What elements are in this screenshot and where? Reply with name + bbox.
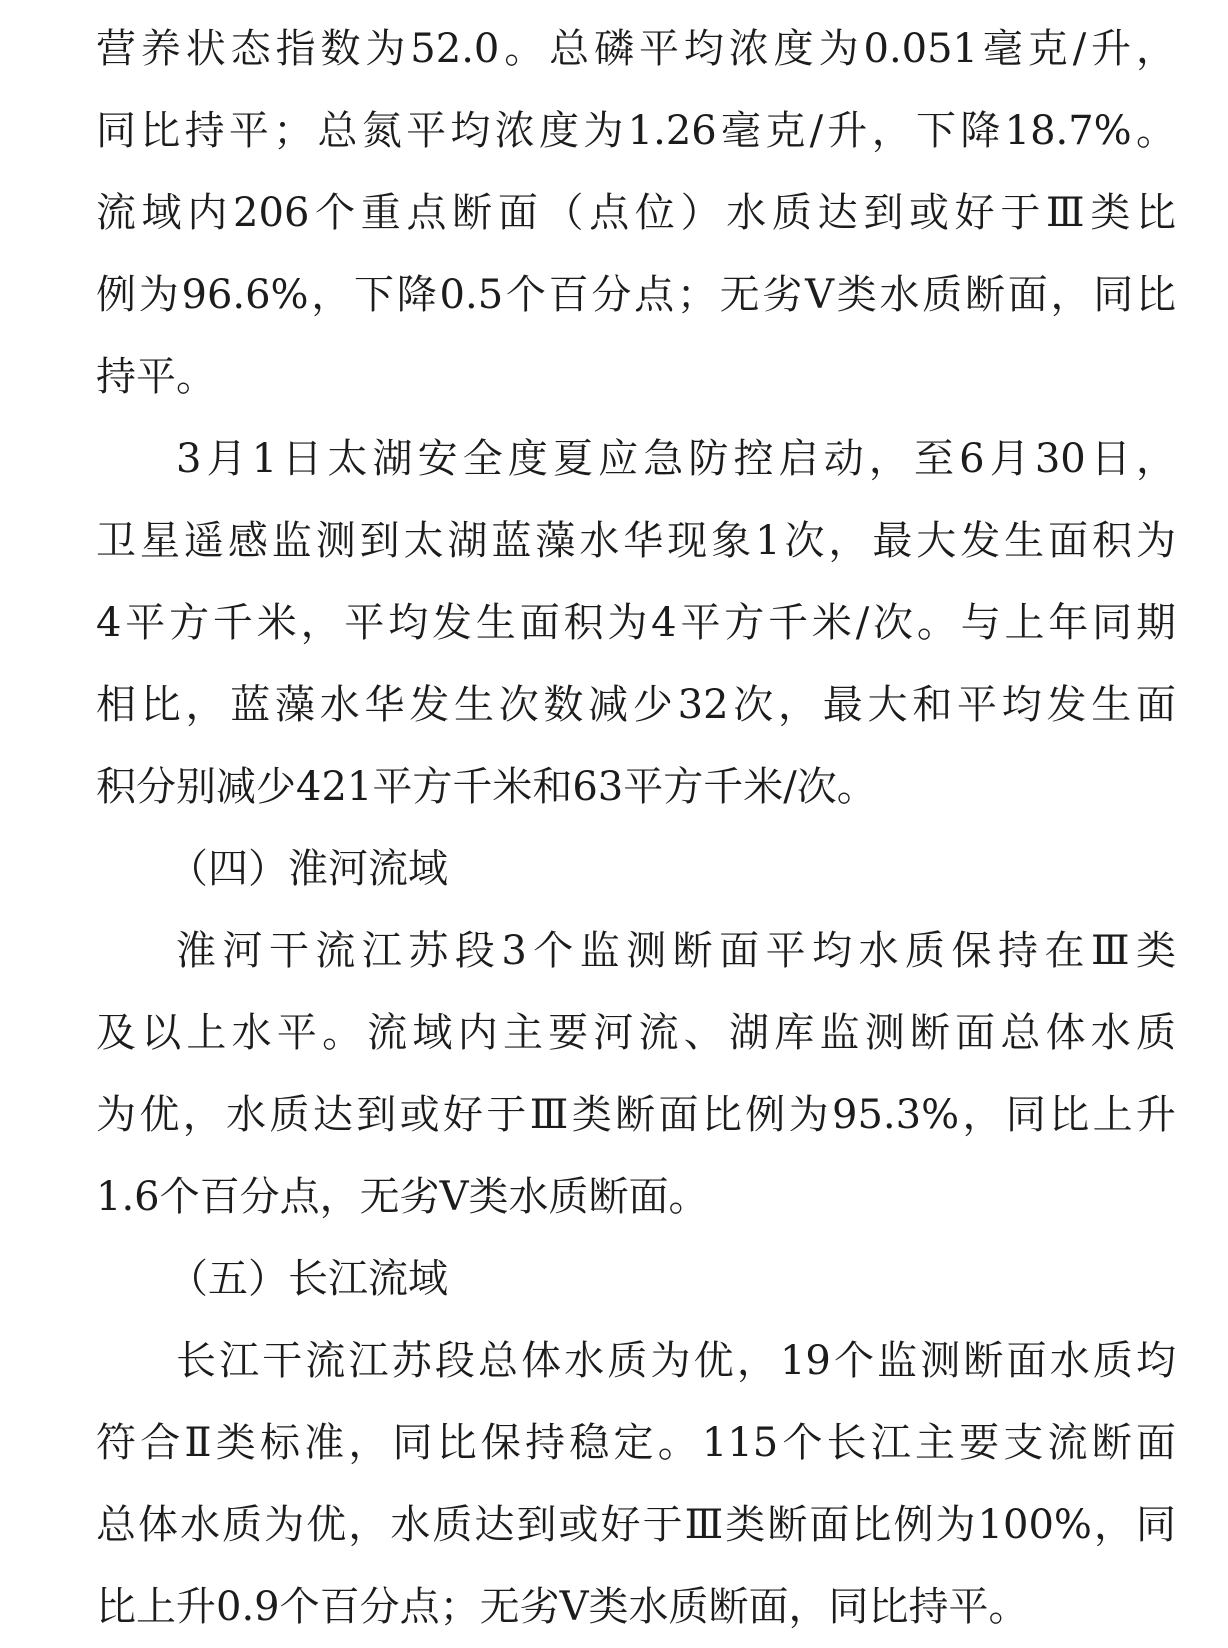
paragraph-line: 4平方千米，平均发生面积为4平方千米/次。与上年同期 bbox=[96, 600, 1176, 646]
paragraph-line: 长江干流江苏段总体水质为优，19个监测断面水质均 bbox=[176, 1338, 1176, 1384]
paragraph-line: 3月1日太湖安全度夏应急防控启动，至6月30日， bbox=[176, 436, 1176, 482]
paragraph-line: 总体水质为优，水质达到或好于Ⅲ类断面比例为100%，同 bbox=[96, 1502, 1176, 1548]
document-page bbox=[96, 8, 1176, 1648]
paragraph-line: 及以上水平。流域内主要河流、湖库监测断面总体水质 bbox=[96, 1010, 1176, 1056]
paragraph-line: 符合Ⅱ类标准，同比保持稳定。115个长江主要支流断面 bbox=[96, 1420, 1176, 1466]
paragraph-line: 卫星遥感监测到太湖蓝藻水华现象1次，最大发生面积为 bbox=[96, 518, 1176, 564]
paragraph-line: 相比，蓝藻水华发生次数减少32次，最大和平均发生面 bbox=[96, 682, 1176, 728]
paragraph-line: 比上升0.9个百分点；无劣Ⅴ类水质断面，同比持平。 bbox=[96, 1584, 1029, 1630]
section-heading: （四）淮河流域 bbox=[168, 846, 448, 892]
paragraph-line: 积分别减少421平方千米和63平方千米/次。 bbox=[96, 764, 877, 810]
paragraph-line: 同比持平；总氮平均浓度为1.26毫克/升，下降18.7%。 bbox=[96, 108, 1176, 154]
paragraph-line: 营养状态指数为52.0。总磷平均浓度为0.051毫克/升， bbox=[96, 26, 1176, 72]
paragraph-line: 淮河干流江苏段3个监测断面平均水质保持在Ⅲ类 bbox=[176, 928, 1176, 974]
section-heading: （五）长江流域 bbox=[168, 1256, 448, 1302]
paragraph-line: 为优，水质达到或好于Ⅲ类断面比例为95.3%，同比上升 bbox=[96, 1092, 1176, 1138]
paragraph-line: 持平。 bbox=[96, 354, 216, 400]
paragraph-line: 流域内206个重点断面（点位）水质达到或好于Ⅲ类比 bbox=[96, 190, 1176, 236]
paragraph-line: 1.6个百分点，无劣Ⅴ类水质断面。 bbox=[96, 1174, 709, 1220]
paragraph-line: 例为96.6%，下降0.5个百分点；无劣Ⅴ类水质断面，同比 bbox=[96, 272, 1176, 318]
